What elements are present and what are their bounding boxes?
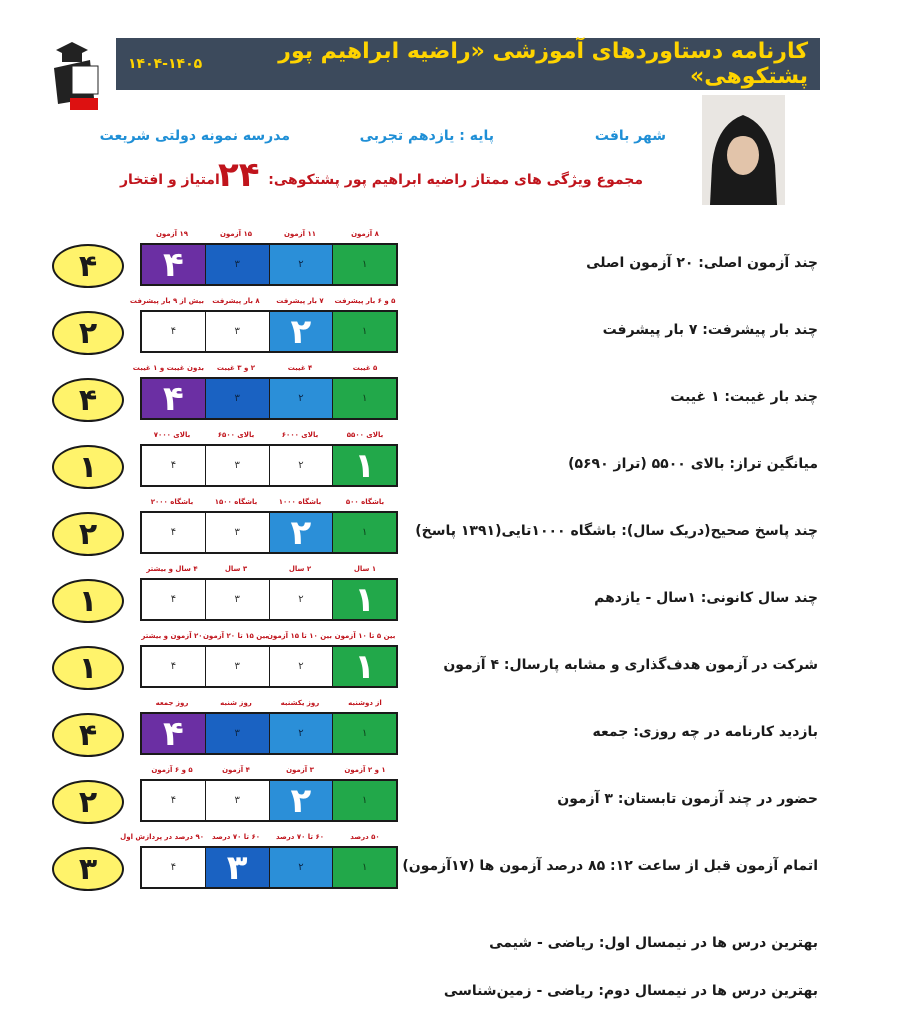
tier-header: از دوشنبه	[348, 699, 382, 707]
tier-cell-1: ۱	[332, 848, 396, 887]
tier-cell-1: ۱	[332, 647, 396, 686]
tier-cell-2: ۲	[269, 446, 333, 485]
tier-header: ۸ آزمون	[351, 230, 379, 238]
tier-cell-3: ۳	[205, 379, 269, 418]
city-label: شهر بافت	[594, 128, 666, 144]
tier-bar	[140, 645, 398, 688]
tier-header: ۶۰ تا ۷۰ درصد	[211, 833, 261, 841]
row-score-badge: ۳	[52, 847, 124, 891]
best-first-semester: بهترین درس ها در نیمسال اول: ریاضی - شیمی	[489, 935, 818, 951]
tier-header: ۴ آزمون	[222, 766, 250, 774]
tier-header: بالای ۷۰۰۰	[153, 431, 191, 439]
tier-bar	[140, 243, 398, 286]
tier-header: بدون غیبت و ۱ غیبت	[132, 364, 204, 372]
row-label: چند بار پیشرفت: ۷ بار پیشرفت	[602, 322, 818, 338]
row-score-badge: ۱	[52, 579, 124, 623]
tier-cell-1: ۱	[332, 714, 396, 753]
tier-header: ۲ و ۳ غیبت	[216, 364, 256, 372]
achievement-row	[0, 565, 915, 635]
achievement-row	[0, 632, 915, 702]
tier-cell-4: ۴	[170, 862, 177, 873]
tier-cell-3: ۳	[205, 848, 269, 887]
tier-header: ۳ آزمون	[286, 766, 314, 774]
tier-cell-1: ۱	[332, 446, 396, 485]
tier-cell-2: ۲	[269, 312, 333, 351]
tier-cell-1: ۱	[332, 245, 396, 284]
tier-cell-4: ۴	[170, 460, 177, 471]
tier-cell-4: ۴	[170, 594, 177, 605]
tier-bar	[140, 846, 398, 889]
tier-cell-3: ۳	[205, 781, 269, 820]
tier-bar	[140, 310, 398, 353]
tier-cell-4: ۴	[142, 245, 205, 284]
tier-cell-4: ۴	[170, 661, 177, 672]
grade-label: پایه : یازدهم تجربی	[359, 128, 494, 144]
score-caption: امتیاز و افتخار	[120, 172, 220, 188]
tier-cell-1: ۱	[332, 781, 396, 820]
tier-header: باشگاه ۱۵۰۰	[214, 498, 258, 506]
row-score-badge: ۲	[52, 311, 124, 355]
tier-cell-1: ۱	[332, 580, 396, 619]
tier-header: ۱۱ آزمون	[283, 230, 317, 238]
tier-header: ۴ سال و بیشتر	[146, 565, 198, 573]
tier-cell-1: ۱	[332, 379, 396, 418]
row-label: شرکت در آزمون هدف‌گذاری و مشابه پارسال: ۴ آزمون	[443, 657, 818, 673]
tier-header: ۱۵ آزمون	[219, 230, 253, 238]
row-label: چند آزمون اصلی: ۲۰ آزمون اصلی	[586, 255, 818, 271]
achievement-row	[0, 699, 915, 769]
row-score-badge: ۴	[52, 244, 124, 288]
tier-header: روز جمعه	[155, 699, 189, 707]
total-score: ۲۴	[218, 155, 260, 195]
student-photo	[702, 95, 785, 205]
achievement-row	[0, 364, 915, 434]
tier-cell-3: ۳	[205, 513, 269, 552]
tier-cell-1: ۱	[332, 312, 396, 351]
tier-header: ۵ و ۶ آزمون	[151, 766, 193, 774]
years-label: ۱۴۰۴-۱۴۰۵	[128, 56, 203, 72]
school-label: مدرسه نمونه دولتی شریعت	[99, 128, 290, 144]
tier-cell-3: ۳	[205, 647, 269, 686]
tier-cell-3: ۳	[205, 245, 269, 284]
best-second-semester: بهترین درس ها در نیمسال دوم: ریاضی - زمین‌شناسی	[443, 983, 818, 999]
achievement-row	[0, 766, 915, 836]
tier-cell-2: ۲	[269, 647, 333, 686]
page-title: کارنامه دستاوردهای آموزشی «راضیه ابراهیم پور پشتکوهی»	[278, 39, 808, 89]
achievement-row	[0, 498, 915, 568]
row-label: میانگین تراز: بالای ۵۵۰۰ (تراز ۵۶۹۰)	[568, 456, 818, 472]
tier-header: ۱۹ آزمون	[155, 230, 189, 238]
tier-cell-2: ۲	[269, 513, 333, 552]
tier-header: ۱ و ۲ آزمون	[344, 766, 386, 774]
tier-cell-4: ۴	[170, 527, 177, 538]
tier-header: بالای ۶۵۰۰	[217, 431, 255, 439]
tier-header: بالای ۵۵۰۰	[346, 431, 384, 439]
tier-header: باشگاه ۲۰۰۰	[150, 498, 194, 506]
row-score-badge: ۱	[52, 445, 124, 489]
tier-cell-3: ۳	[205, 446, 269, 485]
tier-header: ۹۰ درصد در پردازش اول	[120, 833, 204, 841]
tier-bar	[140, 377, 398, 420]
row-label: چند بار غیبت: ۱ غیبت	[670, 389, 818, 405]
tier-header: باشگاه ۱۰۰۰	[278, 498, 322, 506]
row-score-badge: ۲	[52, 512, 124, 556]
tier-header: بیش از ۹ بار پیشرفت	[129, 297, 204, 305]
title-banner	[116, 38, 820, 90]
row-label: اتمام آزمون قبل از ساعت ۱۲: ۸۵ درصد آزمون ها (۱۷آزمون)	[402, 858, 818, 874]
logo	[50, 38, 100, 118]
tier-header: ۵۰ درصد	[350, 833, 380, 841]
row-label: چند سال کانونی: ۱سال - یازدهم	[594, 590, 818, 606]
tier-cell-4: ۴	[170, 795, 177, 806]
tier-cell-4: ۴	[170, 326, 177, 337]
tier-cell-4: ۴	[142, 379, 205, 418]
row-label: چند پاسخ صحیح(دریک سال): باشگاه ۱۰۰۰تایی(۱۳۹۱ پاسخ)	[415, 523, 818, 539]
tier-cell-3: ۳	[205, 714, 269, 753]
tier-header: باشگاه ۵۰۰	[345, 498, 385, 506]
tier-cell-4: ۴	[142, 714, 205, 753]
tier-header: بین ۱۵ تا ۲۰ آزمون	[202, 632, 268, 640]
tier-bar	[140, 578, 398, 621]
tier-header: ۴ غیبت	[287, 364, 313, 372]
tier-header: ۳ سال	[224, 565, 248, 573]
tier-header: بین ۱۰ تا ۱۵ آزمون	[266, 632, 332, 640]
row-label: بازدید کارنامه در چه روزی: جمعه	[592, 724, 818, 740]
tier-bar	[140, 712, 398, 755]
tier-header: ۶۰ تا ۷۰ درصد	[275, 833, 325, 841]
tier-cell-2: ۲	[269, 379, 333, 418]
row-score-badge: ۲	[52, 780, 124, 824]
achievement-row	[0, 431, 915, 501]
tier-header: ۵ و ۶ بار پیشرفت	[334, 297, 396, 305]
tier-header: بالای ۶۰۰۰	[281, 431, 319, 439]
tier-cell-2: ۲	[269, 580, 333, 619]
summary-label: مجموع ویژگی های ممتاز راضیه ابراهیم پور پشتکوهی:	[268, 172, 643, 188]
row-score-badge: ۴	[52, 378, 124, 422]
tier-cell-2: ۲	[269, 714, 333, 753]
tier-header: ۵ غیبت	[352, 364, 378, 372]
student-portrait-icon	[702, 95, 785, 205]
tier-cell-3: ۳	[205, 312, 269, 351]
tier-bar	[140, 779, 398, 822]
tier-header: ۸ بار پیشرفت	[212, 297, 260, 305]
achievement-row	[0, 833, 915, 903]
achievement-row	[0, 297, 915, 367]
tier-header: روز شنبه	[220, 699, 252, 707]
tier-cell-2: ۲	[269, 245, 333, 284]
tier-cell-3: ۳	[205, 580, 269, 619]
tier-header: ۲ سال	[288, 565, 312, 573]
tier-cell-2: ۲	[269, 781, 333, 820]
tier-header: ۷ بار پیشرفت	[276, 297, 324, 305]
tier-bar	[140, 444, 398, 487]
row-score-badge: ۱	[52, 646, 124, 690]
tier-header: ۱ سال	[353, 565, 377, 573]
tier-cell-1: ۱	[332, 513, 396, 552]
row-score-badge: ۴	[52, 713, 124, 757]
tier-header: بین ۵ تا ۱۰ آزمون	[334, 632, 396, 640]
tier-cell-2: ۲	[269, 848, 333, 887]
achievement-row	[0, 230, 915, 300]
graduate-logo-icon	[50, 38, 100, 118]
tier-header: ۲۰ آزمون و بیشتر	[141, 632, 203, 640]
tier-bar	[140, 511, 398, 554]
tier-header: روز یکشنبه	[280, 699, 320, 707]
row-label: حضور در چند آزمون تابستان: ۳ آزمون	[557, 791, 818, 807]
